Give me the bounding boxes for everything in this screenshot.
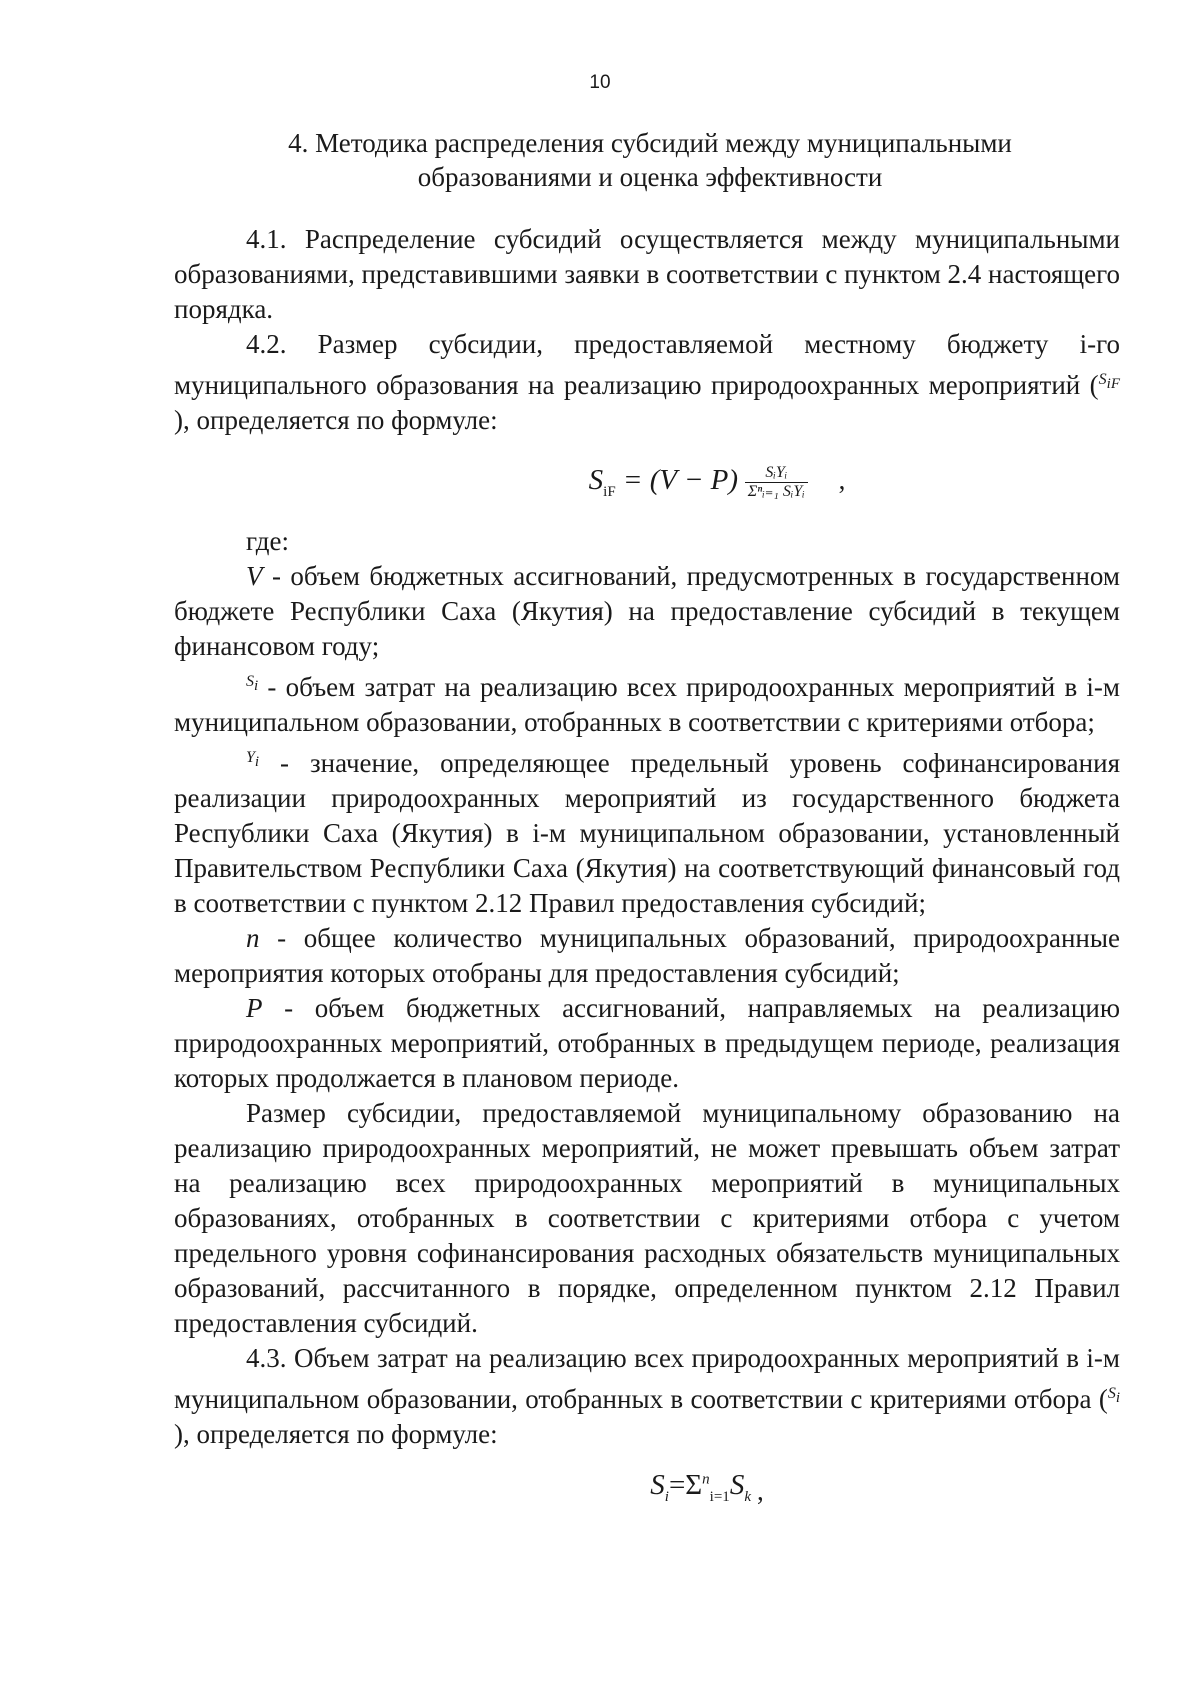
symbol-s-if: SiF	[1098, 371, 1120, 393]
definition-p	[174, 991, 1120, 1096]
heading-line-2: образованиями и оценка эффективности	[417, 162, 883, 192]
definition-y	[174, 740, 1120, 921]
paragraph-4-1: 4.1. Распределение субсидий осуществляется между муниципальными образованиями, представившими заявки в соответствии с пунктом 2.4 настоящего порядка.	[174, 224, 1120, 324]
formula-middle: = (V − P)	[615, 464, 739, 496]
paragraph-limit: Размер субсидии, предоставляемой муниципальному образованию на реализацию природоохранных мероприятий, не может превышать объем затрат на реализацию всех природоохранных мероприятий в муниципальных образованиях, отобранных в соответствии с критериями отбора с учетом предельного уровня софинансирования расходных обязательств муниципальных образований, рассчитанного в порядке, определенном пунктом 2.12 Правил предоставления субсидий.	[174, 1098, 1120, 1338]
paragraph-4-3-text: 4.3. Объем затрат на реализацию всех природоохранных мероприятий в i-м муниципальном образовании, отобранных в соответствии с критериями отбора (	[174, 1343, 1120, 1414]
symbol-p: P	[246, 993, 263, 1023]
paragraph-4-2-text: 4.2. Размер субсидии, предоставляемой местному бюджету i-го муниципального образования на реализацию природоохранных мероприятий (	[174, 329, 1120, 400]
paragraph-4-2	[174, 327, 1120, 438]
symbol-y-i: Yi	[246, 749, 260, 771]
page-number: 10	[589, 72, 611, 93]
paragraph-4-3	[174, 1341, 1120, 1452]
symbol-s-i-2: Si	[1107, 1385, 1120, 1407]
definition-n-text: - общее количество муниципальных образований, природоохранные мероприятия которых отобраны для предоставления субсидий;	[174, 923, 1120, 988]
formula-denominator: Σⁿᵢ₌₁ SᵢYᵢ	[747, 483, 805, 501]
definition-v	[174, 559, 1120, 664]
definition-v-text: - объем бюджетных ассигнований, предусмотренных в государственном бюджете Республики Саха (Якутия) на предоставление субсидий в текущем финансовом году;	[174, 561, 1120, 661]
formula2-comma: ,	[756, 1476, 764, 1507]
definition-p-text: - объем бюджетных ассигнований, направляемых на реализацию природоохранных мероприятий, отобранных в предыдущем периоде, реализация которых продолжается в плановом периоде.	[174, 993, 1120, 1093]
definition-y-text: - значение, определяющее предельный уровень софинансирования реализации природоохранных мероприятий из государственного бюджета Республики Саха (Якутия) в i-м муниципальном образовании, установленный Правительством Республики Саха (Якутия) на соответствующий финансовый год в соответствии с пунктом 2.12 Правил предоставления субсидий;	[174, 748, 1120, 918]
section-heading	[170, 126, 1130, 194]
paragraph-4-2-tail: ), определяется по формуле:	[174, 405, 498, 435]
formula-numerator: SᵢYᵢ	[745, 464, 808, 483]
symbol-n: n	[246, 923, 260, 953]
definition-s-text: - объем затрат на реализацию всех природоохранных мероприятий в i-м муниципальном образовании, отобранных в соответствии с критериями отбора;	[174, 672, 1120, 737]
formula-fraction	[745, 464, 808, 501]
document-body	[174, 222, 1120, 1514]
formula-costs	[174, 1462, 1120, 1514]
definition-n	[174, 921, 1120, 991]
formula-subsidy	[174, 450, 1120, 510]
formula2-sum: $=\Sigma^n_{i=1}$	[668, 1468, 730, 1505]
definition-s	[174, 664, 1120, 740]
formula2-rhs: $S_k$	[729, 1468, 751, 1505]
symbol-v: V	[246, 561, 263, 591]
formula2-lhs: $S_i$	[650, 1468, 669, 1505]
where-label: где:	[246, 526, 289, 556]
paragraph-4-3-tail: ), определяется по формуле:	[174, 1419, 498, 1449]
symbol-s-i: Si	[246, 673, 259, 695]
formula-lhs: $S_{iF}$	[588, 464, 616, 500]
formula-comma: ,	[838, 465, 846, 495]
heading-line-1: 4. Методика распределения субсидий между муниципальными	[288, 128, 1012, 158]
